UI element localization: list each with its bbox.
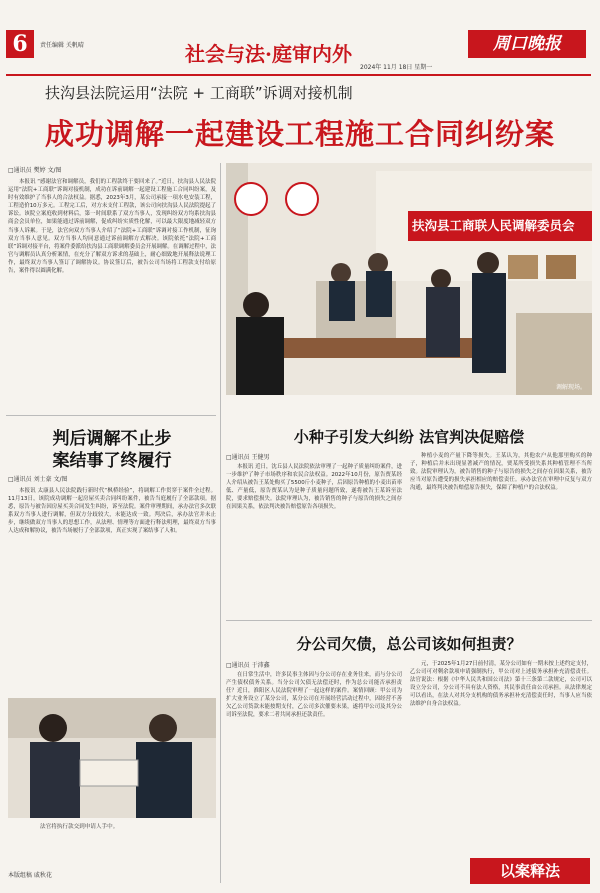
lead-headline: 成功调解一起建设工程施工合同纠纷案 <box>44 117 555 151</box>
page-footer-credit: 本版组稿 戚秋花 <box>8 872 52 879</box>
lead-byline: □通讯员 樊婷 文/图 <box>8 167 62 174</box>
page-number: 6 <box>6 30 34 58</box>
mediation-scene-image <box>226 163 592 395</box>
article2-photo <box>8 698 216 818</box>
article4-body-col1: 在日常生活中，许多民事主体因与分公司存在业务往来，而与分公司产生债权债务关系。当分公司欠债无法偿还时，作为总公司能否承担责任？近日，淮阳区人民法院审理了一起这样的案件。案情回顾：甲公司为扩大业务设立了某分公司，某分公司在开展经营活动过程中，因经营不善欠乙公司货款未能按期支付，乙公司多次催要未果，遂将甲公司及其分公司诉至法院，要求二者共同承担还款责任。 <box>226 672 402 719</box>
article2-headline-line2: 案结事了终履行 <box>52 451 172 471</box>
article2-body: 本报讯 太康县人民法院践行新时代“枫桥经验”，将调解工作贯穿于案件全过程。11月13日，该院成功调解一起房屋买卖合同纠纷案件，被告当庭履行了全部款项。据悉，原告与被告因房屋买卖合同发生纠纷，诉至法院。案件审理期间，承办法官多次联系双方当事人进行调解，但双方分歧较大，未能达成一致。判决后，承办法官并未止步，继续做双方当事人的思想工作，从法理、情理等方面进行释法明理，最终双方当事人达成和解协议，被告当场履行了全部款项，真正实现了案结事了人和。 <box>8 488 216 535</box>
handover-image <box>8 698 216 818</box>
newspaper-logo: 周口晚报 <box>468 30 586 58</box>
article2-photo-caption: 法官将执行款交到申请人手中。 <box>40 824 119 830</box>
editor-credit: 责任编辑 关帆晴 <box>40 42 84 49</box>
lead-photo <box>226 163 592 395</box>
issue-date: 2024年 11月 18日 星期一 <box>360 64 433 71</box>
article2-byline: □通讯员 刘士豪 文/图 <box>8 476 68 483</box>
lead-body: 本报讯 “感谢法官和调解员，我们的工程款终于要回来了。”近日，扶沟县人民法院运用“法院+工商联”诉调对接机制，成功在诉前调解一起建设工程施工合同纠纷案，及时有效维护了当事人的合法权益。据悉，2023年3月，某公司承接一项水电安装工程，工程造价10万多元。工程完工后，对方未支付工程款，该公司向扶沟县人民法院提起了诉讼。该院立案庭收到材料后，第一时间联系了双方当事人，发现纠纷双方均系扶沟县商会会员单位，如果能通过诉前调解，促成纠纷实质性化解，可以最大限度地减轻双方当事人诉累。于是，法官向双方当事人介绍了“法院+工商联”诉调对接工作机制，征询双方当事人意见。双方当事人均同意通过诉前调解方式解决。该院依托“法院+工商联”诉调对接平台，将案件委派给扶沟县工商联调解委员会开展调解。在调解过程中，法官与调解员认真分析案情，在充分了解双方诉求的基础上，耐心细致地开展释法说理工作，最终双方当事人签订了调解协议。协议签订后，被告公司当场将工程款支付给原告，案件得以圆满化解。 <box>8 179 216 275</box>
lead-kicker: 扶沟县法院运用“法院 + 工商联”诉调对接机制 <box>45 84 353 102</box>
section-title: 社会与法·庭审内外 <box>185 42 352 66</box>
photo-banner-text: 扶沟县工商联人民调解委员会 <box>412 218 575 233</box>
article4-headline: 分公司欠债，总公司该如何担责？ <box>296 635 522 653</box>
header-rule <box>6 74 591 76</box>
article2-headline-line1: 判后调解不止步 <box>52 429 172 449</box>
article4-byline: □通讯员 于沛鑫 <box>226 662 270 669</box>
article3-byline: □通讯员 王健男 <box>226 454 270 461</box>
divider <box>226 620 592 621</box>
column-logo: 以案释法 <box>470 858 590 884</box>
article3-headline: 小种子引发大纠纷 法官判决促赔偿 <box>293 428 525 446</box>
divider <box>6 415 216 416</box>
column-divider <box>220 163 221 883</box>
lead-photo-caption: 调解现场。 <box>555 384 586 391</box>
article3-body-col1: 本报讯 近日，沈丘县人民法院依法审理了一起种子质量纠纷案件，进一步维护了种子市场秩序和农民合法权益。2022年10月份，原告贾某经人介绍从被告王某处购买了5500斤小麦种子，后因原告种植的小麦出苗率低、产量低，原告贾某认为是种子质量问题所致，遂将被告王某诉至法院，要求赔偿损失。法院审理认为，被告销售的种子与原告的损失之间存在因果关系，依法判决被告赔偿原告各项损失。 <box>226 464 402 511</box>
article3-body-col2: 种植小麦的产量下降等损失。王某认为，其他农户从他那里购买的种子，种植后并未出现显著减产的情况，贾某所受损失系其种植管理不当所致。法院审理认为，被告销售的种子与原告的损失之间存在因果关系，被告应当对原告遭受的损失承担相应的赔偿责任。承办法官在审理中反复与双方沟通，最终判决被告赔偿原告损失，保障了种植户的合法权益。 <box>410 453 592 492</box>
article4-body-col2: 元，于2025年1月27日前付清，某分公司如有一期未按上述约定支付，乙公司可对剩余款项申请强制执行，甲公司对上述债务承担补充清偿责任。法官说法：根据《中华人民共和国公司法》第十三条第二款规定，公司可以设立分公司，分公司不具有法人资格，其民事责任由公司承担。从法律规定可以看出，在法人对其分支机构的债务承担补充清偿责任时，当事人应当依法维护自身合法权益。 <box>410 661 592 708</box>
